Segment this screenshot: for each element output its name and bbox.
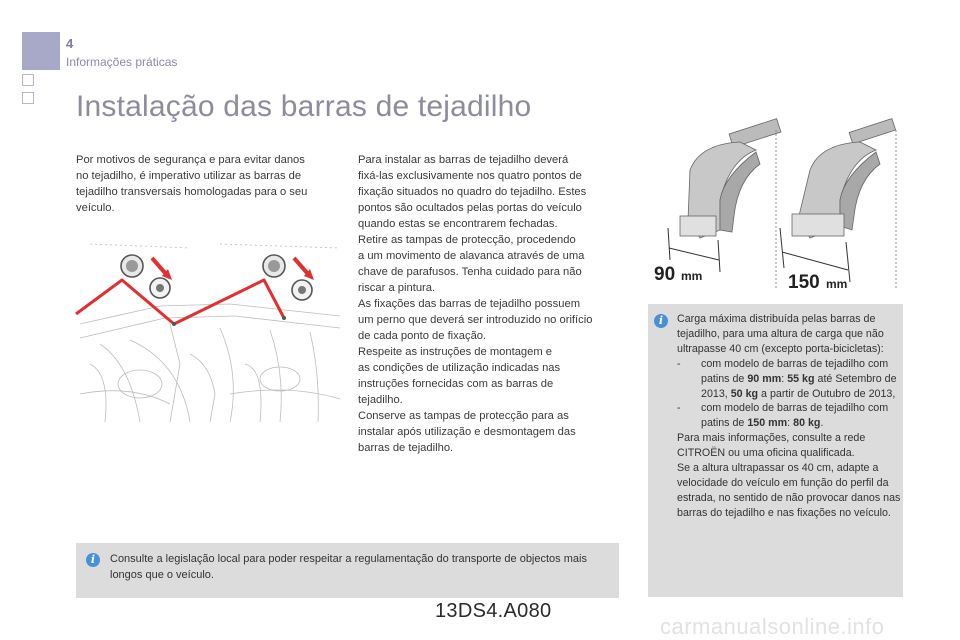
chapter-tab — [22, 32, 60, 70]
watermark: carmanualsonline.info — [660, 614, 885, 639]
installation-instructions: Para instalar as barras de tejadilho deverá fixá-las exclusivamente nos quatro pontos de fixação situados no quadro do tejadilho. Estes pontos são ocultados pelas portas do veículo quando estas se encontrarem fechadas. Retire as tampas de protecção, procedendo a um movimento de alavanca através de uma chave de parafusos. Tenha cuidado para não riscar a pintura. As fixações das barras de tejadilho possuem um perno que deverá ser introduzido no orifício de cada ponto de fixação. Respeite as instruções de montagem e as condições de utilização indicadas nas instruções fornecidas com as barras de tejadilho. Conserve as tampas de protecção para as instalar após utilização e desmontagem das barras de tejadilho. — [358, 154, 593, 454]
nav-box — [22, 92, 34, 104]
list-item: - com modelo de barras de tejadilho com patins de 150 mm: 80 kg. — [677, 402, 889, 430]
unit-mm: mm — [681, 269, 703, 283]
roof-bar-feet-illustration — [654, 120, 900, 300]
info-icon: i — [654, 314, 668, 328]
more-info-text: Para mais informações, consulte a rede CITROËN ou uma oficina qualificada. — [677, 432, 866, 460]
roof-fixing-points-illustration — [70, 244, 350, 422]
speed-warning-text: Se a altura ultrapassar os 40 cm, adapte a velocidade do veículo em função do perfil da estrada, no sentido de não provocar danos nas barras do tejadilho e nas fixações no veículo. — [677, 462, 901, 519]
list-item: - com modelo de barras de tejadilho com patins de 90 mm: 55 kg até Setembro de 2013, 50 kg a partir de Outubro de 2013, — [677, 357, 897, 400]
legislation-info-box — [76, 543, 619, 598]
chapter-number: 4 — [66, 36, 74, 51]
load-info-text — [677, 312, 901, 521]
nav-box — [22, 74, 34, 86]
load-intro: Carga máxima distribuída pelas barras de tejadilho, para uma altura de carga que não ultrapasse 40 cm (excepto porta-bicicletas): — [677, 313, 884, 355]
unit-mm: mm — [826, 277, 848, 291]
chapter-title: Informações práticas — [66, 55, 178, 69]
info-icon: i — [86, 553, 100, 567]
legislation-text: Consulte a legislação local para poder respeitar a regulamentação do transporte de objectos mais longos que o veículo. — [110, 553, 587, 581]
intro-paragraph: Por motivos de segurança e para evitar danos no tejadilho, é imperativo utilizar as barras de tejadilho transversais homologadas para o seu veículo. — [76, 154, 308, 214]
reference-code: 13DS4.A080 — [435, 600, 552, 622]
label-90: 90 — [654, 264, 676, 285]
page-title: Instalação das barras de tejadilho — [76, 90, 532, 123]
load-info-box — [648, 304, 903, 597]
label-150: 150 — [788, 272, 820, 293]
